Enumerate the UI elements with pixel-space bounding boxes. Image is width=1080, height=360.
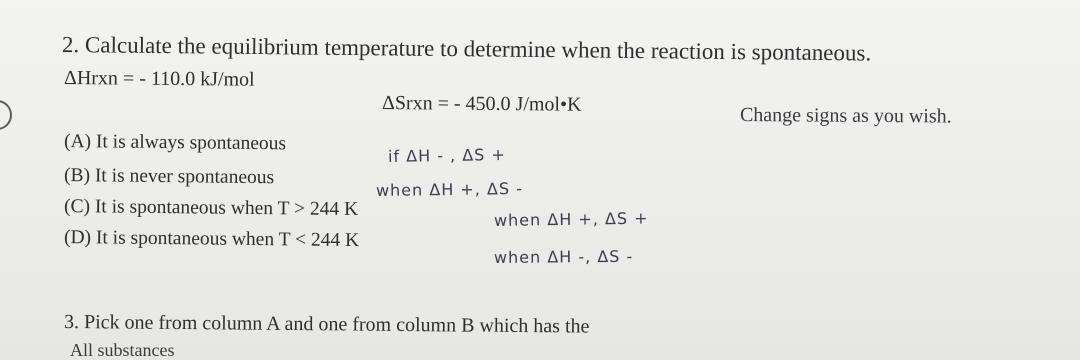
entropy-value: ΔSrxn = - 450.0 J/mol•K bbox=[381, 92, 582, 116]
choice-d: (D) It is spontaneous when T < 244 K bbox=[63, 227, 360, 252]
choice-b-handwriting: when ΔH +, ΔS - bbox=[375, 178, 524, 200]
question-3-next-line: All substances bbox=[70, 340, 175, 360]
instruction-note: Change signs as you wish. bbox=[739, 104, 952, 128]
choice-d-handwriting: when ΔH -, ΔS - bbox=[493, 246, 634, 267]
question-3-title: 3. Pick one from column A and one from column B which has the bbox=[63, 311, 590, 338]
choice-a-handwriting: if ΔH - , ΔS + bbox=[387, 144, 507, 166]
enthalpy-value: ΔHrxn = - 110.0 kJ/mol bbox=[63, 67, 255, 91]
question-2-title: 2. Calculate the equilibrium temperature to determine when the reaction is spontaneous. bbox=[61, 32, 872, 66]
margin-hole-mark bbox=[0, 100, 12, 130]
choice-c-handwriting: when ΔH +, ΔS + bbox=[493, 208, 649, 230]
choice-c: (C) It is spontaneous when T > 244 K bbox=[63, 196, 359, 221]
choice-b: (B) It is never spontaneous bbox=[63, 165, 275, 189]
choice-a: (A) It is always spontaneous bbox=[63, 131, 287, 155]
